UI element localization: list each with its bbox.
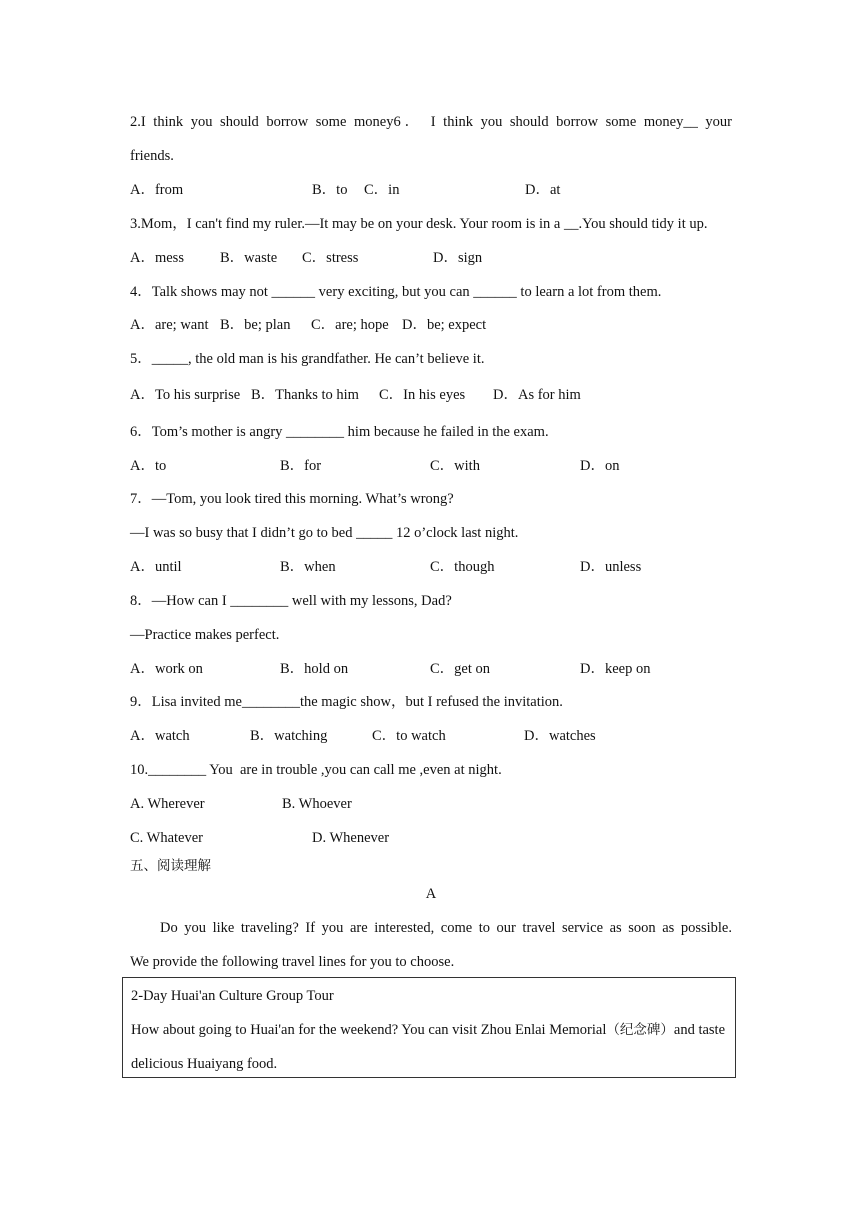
q5-option-a: A．To his surprise <box>130 387 241 403</box>
q10-option-b: B. Whoever <box>282 796 352 812</box>
passage-label: A <box>425 886 437 902</box>
q5-option-c: C．In his eyes <box>379 387 466 403</box>
q7-option-a: A．until <box>130 559 182 575</box>
q4-option-d: D．be; expect <box>402 317 487 333</box>
q4-option-b: B．be; plan <box>220 317 291 333</box>
tour-info-box <box>122 977 736 1078</box>
q7-option-d: D．unless <box>580 559 642 575</box>
q6-stem: 6．Tom’s mother is angry ________ him because he failed in the exam. <box>130 424 549 440</box>
q3-stem: 3.Mom，I can't find my ruler.—It may be on your desk. Your room is in a __.You should tidy it up. <box>130 216 708 232</box>
q2-option-b: B．to <box>312 182 348 198</box>
q2-stem-line1: 2.I think you should borrow some money6． I think you should borrow some money__ your <box>130 114 732 130</box>
q6-option-b: B．for <box>280 458 322 474</box>
passage-intro-line1: Do you like traveling? If you are interested, come to our travel service as soon as possible. <box>160 920 732 936</box>
q10-option-a: A. Wherever <box>130 796 205 812</box>
passage-intro-line2: We provide the following travel lines for you to choose. <box>130 954 455 970</box>
tour-title: 2-Day Huai'an Culture Group Tour <box>131 988 334 1004</box>
q9-option-d: D．watches <box>524 728 596 744</box>
q8-option-c: C．get on <box>430 661 491 677</box>
q9-option-a: A．watch <box>130 728 190 744</box>
q9-option-b: B．watching <box>250 728 328 744</box>
q7-option-b: B．when <box>280 559 336 575</box>
q8-stem-line2: —Practice makes perfect. <box>130 627 280 643</box>
q8-option-d: D．keep on <box>580 661 651 677</box>
q3-option-a: A．mess <box>130 250 184 266</box>
q4-stem: 4．Talk shows may not ______ very exciting, but you can ______ to learn a lot from them. <box>130 284 662 300</box>
q9-stem: 9．Lisa invited me________the magic show，but I refused the invitation. <box>130 694 563 710</box>
q3-option-d: D．sign <box>433 250 483 266</box>
q2-option-d: D．at <box>525 182 561 198</box>
q8-stem-line1: 8．—How can I ________ well with my lessons, Dad? <box>130 593 452 609</box>
q6-option-d: D．on <box>580 458 620 474</box>
q10-stem: 10.________ You are in trouble ,you can call me ,even at night. <box>130 762 502 778</box>
q6-option-c: C．with <box>430 458 480 474</box>
section-heading: 五、阅读理解 <box>130 858 211 874</box>
q2-option-c: C．in <box>364 182 400 198</box>
q5-option-d: D．As for him <box>493 387 581 403</box>
tour-desc-line1-cjk: （纪念碑） <box>606 1022 674 1038</box>
q3-option-b: B．waste <box>220 250 278 266</box>
q8-option-b: B．hold on <box>280 661 349 677</box>
q5-option-b: B．Thanks to him <box>251 387 359 403</box>
q7-stem-line1: 7．—Tom, you look tired this morning. What’s wrong? <box>130 491 454 507</box>
q4-option-a: A．are; want <box>130 317 209 333</box>
tour-desc-line1 <box>131 1021 725 1039</box>
tour-desc-line1-part2: and taste <box>673 1022 726 1038</box>
q4-option-c: C．are; hope <box>311 317 389 333</box>
q5-stem: 5．_____, the old man is his grandfather. He can’t believe it. <box>130 351 485 367</box>
q10-option-c: C. Whatever <box>130 830 204 846</box>
q2-option-a: A．from <box>130 182 184 198</box>
tour-desc-line1-part1: How about going to Huai'an for the weekend? You can visit Zhou Enlai Memorial <box>131 1022 607 1038</box>
q6-option-a: A．to <box>130 458 167 474</box>
q9-option-c: C．to watch <box>372 728 446 744</box>
tour-desc-line2: delicious Huaiyang food. <box>131 1056 278 1072</box>
q10-option-d: D. Whenever <box>312 830 390 846</box>
q2-stem-line2: friends. <box>130 148 174 164</box>
q3-option-c: C．stress <box>302 250 359 266</box>
q7-option-c: C．though <box>430 559 495 575</box>
q7-stem-line2: —I was so busy that I didn’t go to bed _____ 12 o’clock last night. <box>130 525 519 541</box>
q8-option-a: A．work on <box>130 661 203 677</box>
